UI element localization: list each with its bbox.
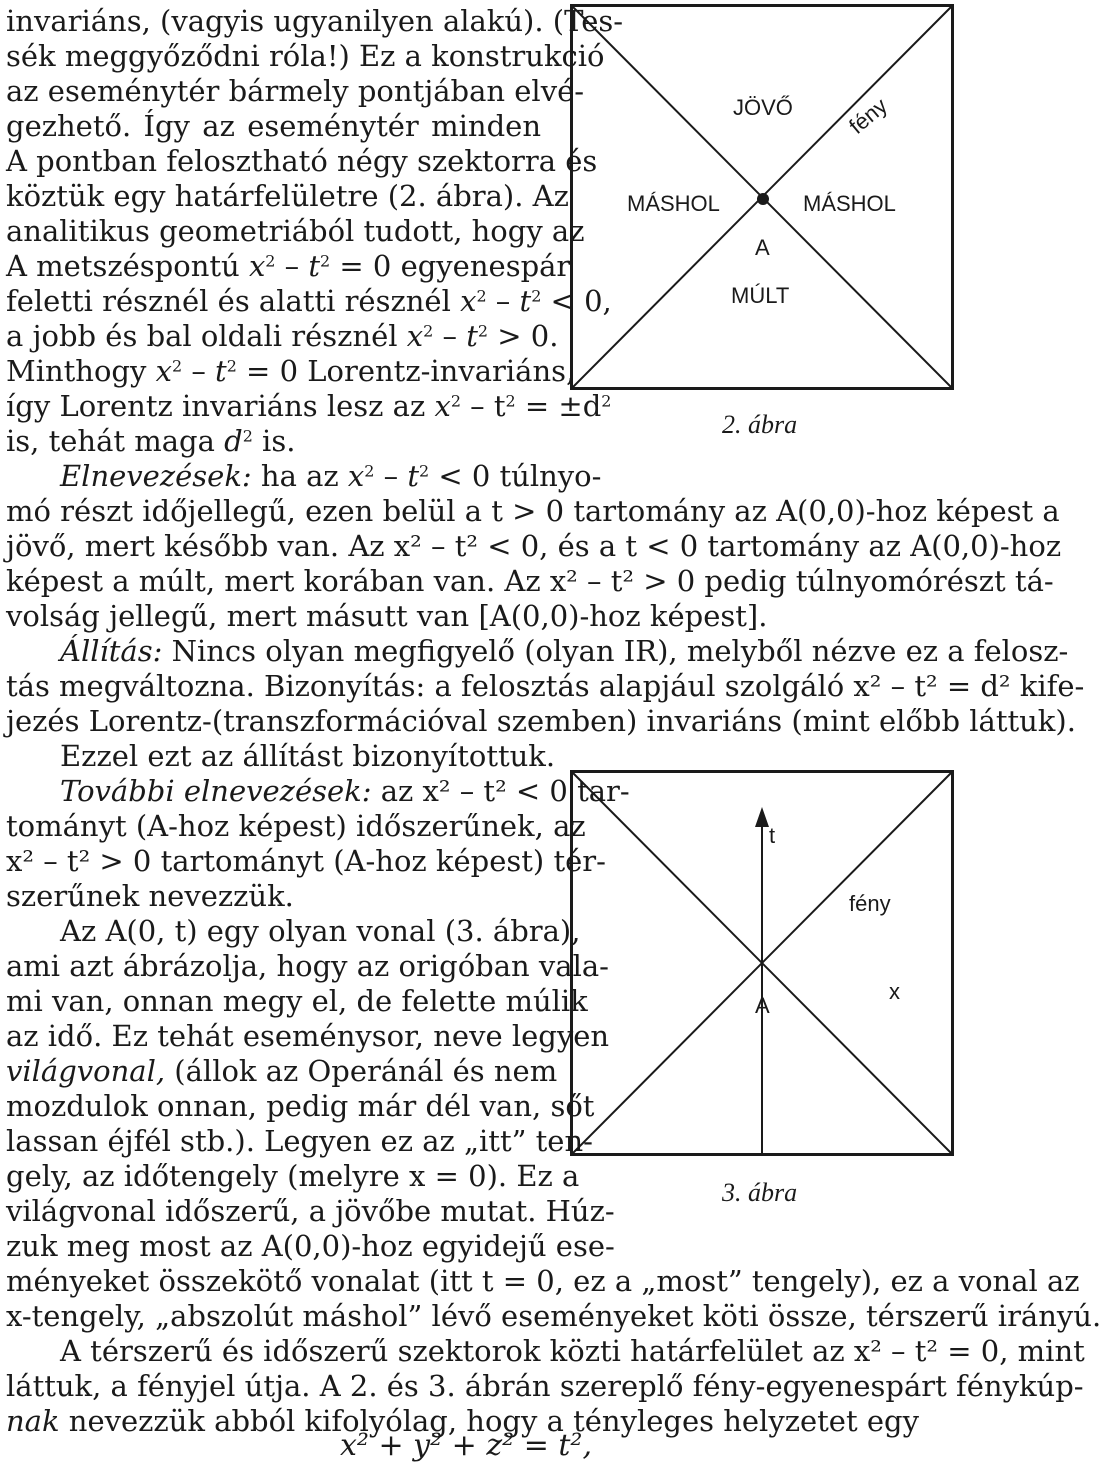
- text-line: volság jellegű, mert másutt van [A(0,0)-hoz képest].: [6, 599, 768, 633]
- spacetime-diagram: [573, 7, 951, 387]
- label-elsewhere-left: MÁSHOL: [627, 191, 720, 216]
- text-line: x-tengely, „abszolút máshol” lévő eseményeket köti össze, térszerű irányú.: [6, 1299, 1101, 1333]
- label-point: A: [755, 993, 770, 1018]
- text-line: köztük egy határfelületre (2. ábra). Az: [6, 179, 569, 213]
- label-future: JÖVŐ: [733, 95, 793, 120]
- text-line: tás megváltozna. Bizonyítás: a felosztás alapjául szolgáló x² – t² = d² kife-: [6, 669, 1085, 703]
- origin-point: [757, 193, 769, 205]
- text-line: láttuk, a fényjel útja. A 2. és 3. ábrán szereplő fény-egyenespárt fénykúp-: [6, 1369, 1084, 1403]
- text-line: képest a múlt, mert korában van. Az x² – t² > 0 pedig túlnyomórészt tá-: [6, 564, 1054, 598]
- time-axis-arrow: [755, 807, 769, 827]
- text-line: Ezzel ezt az állítást bizonyítottuk.: [60, 739, 556, 773]
- figure-2-caption: 2. ábra: [722, 410, 798, 439]
- text-line: analitikus geometriából tudott, hogy az: [6, 214, 585, 248]
- label-light: fény: [844, 92, 893, 139]
- text-line: mozdulok onnan, pedig már dél van, sőt: [6, 1089, 595, 1123]
- text-line: gezhető. Így az eseménytér minden: [6, 109, 541, 143]
- label-t: t: [769, 823, 776, 848]
- text-line: lassan éjfél stb.). Legyen ez az „itt” ten-: [6, 1124, 593, 1158]
- text-line: ményeket összekötő vonalat (itt t = 0, ez a „most” tengely), ez a vonal az: [6, 1264, 1080, 1298]
- worldline-diagram: [573, 773, 951, 1153]
- text-line: zuk meg most az A(0,0)-hoz egyidejű ese-: [6, 1229, 615, 1263]
- text-line: a jobb és bal oldali résznél $x^2 - t^2 > 0$.: [6, 319, 559, 353]
- text-line: A metszéspontú $x^2 - t^2 = 0$ egyenespár: [6, 249, 571, 283]
- text-line: ami azt ábrázolja, hogy az origóban vala-: [6, 949, 609, 983]
- label-past: MÚLT: [731, 283, 790, 308]
- text-line: tományt (A-hoz képest) időszerűnek, az: [6, 809, 586, 843]
- text-line: Az A(0, t) egy olyan vonal (3. ábra),: [60, 914, 581, 948]
- text-line: feletti résznél és alatti résznél $x^2 - t^2 < 0$,: [6, 284, 612, 318]
- text-line: A pontban felosztható négy szektorra és: [6, 144, 598, 178]
- text-line: világvonal, (állok az Operánál és nem: [6, 1054, 558, 1088]
- text-line: A térszerű és időszerű szektorok közti határfelület az x² – t² = 0, mint: [60, 1334, 1085, 1368]
- text-line: x² – t² > 0 tartományt (A-hoz képest) tér-: [6, 844, 606, 878]
- text-line: gely, az időtengely (melyre x = 0). Ez a: [6, 1159, 580, 1193]
- text-line: világvonal időszerű, a jövőbe mutat. Húz-: [6, 1194, 615, 1228]
- text-line: invariáns, (vagyis ugyanilyen alakú). (Tes-: [6, 4, 624, 38]
- final-equation: x² + y² + z² = t²,: [340, 1428, 592, 1463]
- text-line: az eseménytér bármely pontjában elvé-: [6, 74, 585, 108]
- text-line: Állítás: Nincs olyan megfigyelő (olyan IR), melyből nézve ez a felosz-: [60, 634, 1069, 668]
- text-line: az idő. Ez tehát eseménysor, neve legyen: [6, 1019, 610, 1053]
- text-line: mó részt időjellegű, ezen belül a t > 0 tartomány az A(0,0)-hoz képest a: [6, 494, 1060, 528]
- figure-3-caption: 3. ábra: [722, 1178, 798, 1207]
- text-line: is, tehát maga $d^2$ is.: [6, 424, 296, 458]
- text-line: nak nevezzük abból kifolyólag, hogy a tényleges helyzetet egy: [6, 1404, 919, 1438]
- text-line: jezés Lorentz-(transzformációval szemben) invariáns (mint előbb láttuk).: [6, 704, 1076, 738]
- text-line: További elnevezések: az x² – t² < 0 tar-: [60, 774, 630, 808]
- text-line: Elnevezések: ha az $x^2 - t^2 < 0$ túlnyo-: [60, 459, 602, 493]
- text-line: jövő, mert később van. Az x² – t² < 0, és a t < 0 tartomány az A(0,0)-hoz: [6, 529, 1062, 563]
- figure-2: [570, 4, 954, 390]
- text-line: Minthogy $x^2 - t^2 = 0$ Lorentz-invariáns,: [6, 354, 576, 388]
- text-line: szerűnek nevezzük.: [6, 879, 294, 913]
- text-line: mi van, onnan megy el, de felette múlik: [6, 984, 588, 1018]
- label-point: A: [755, 235, 770, 260]
- label-elsewhere-right: MÁSHOL: [803, 191, 896, 216]
- label-light: fény: [849, 891, 891, 916]
- label-x: x: [889, 979, 900, 1004]
- figure-3: [570, 770, 954, 1156]
- text-line: sék meggyőződni róla!) Ez a konstrukció: [6, 39, 605, 73]
- text-line: így Lorentz invariáns lesz az $x^2 - t^2 = \pm d^2$: [6, 389, 612, 423]
